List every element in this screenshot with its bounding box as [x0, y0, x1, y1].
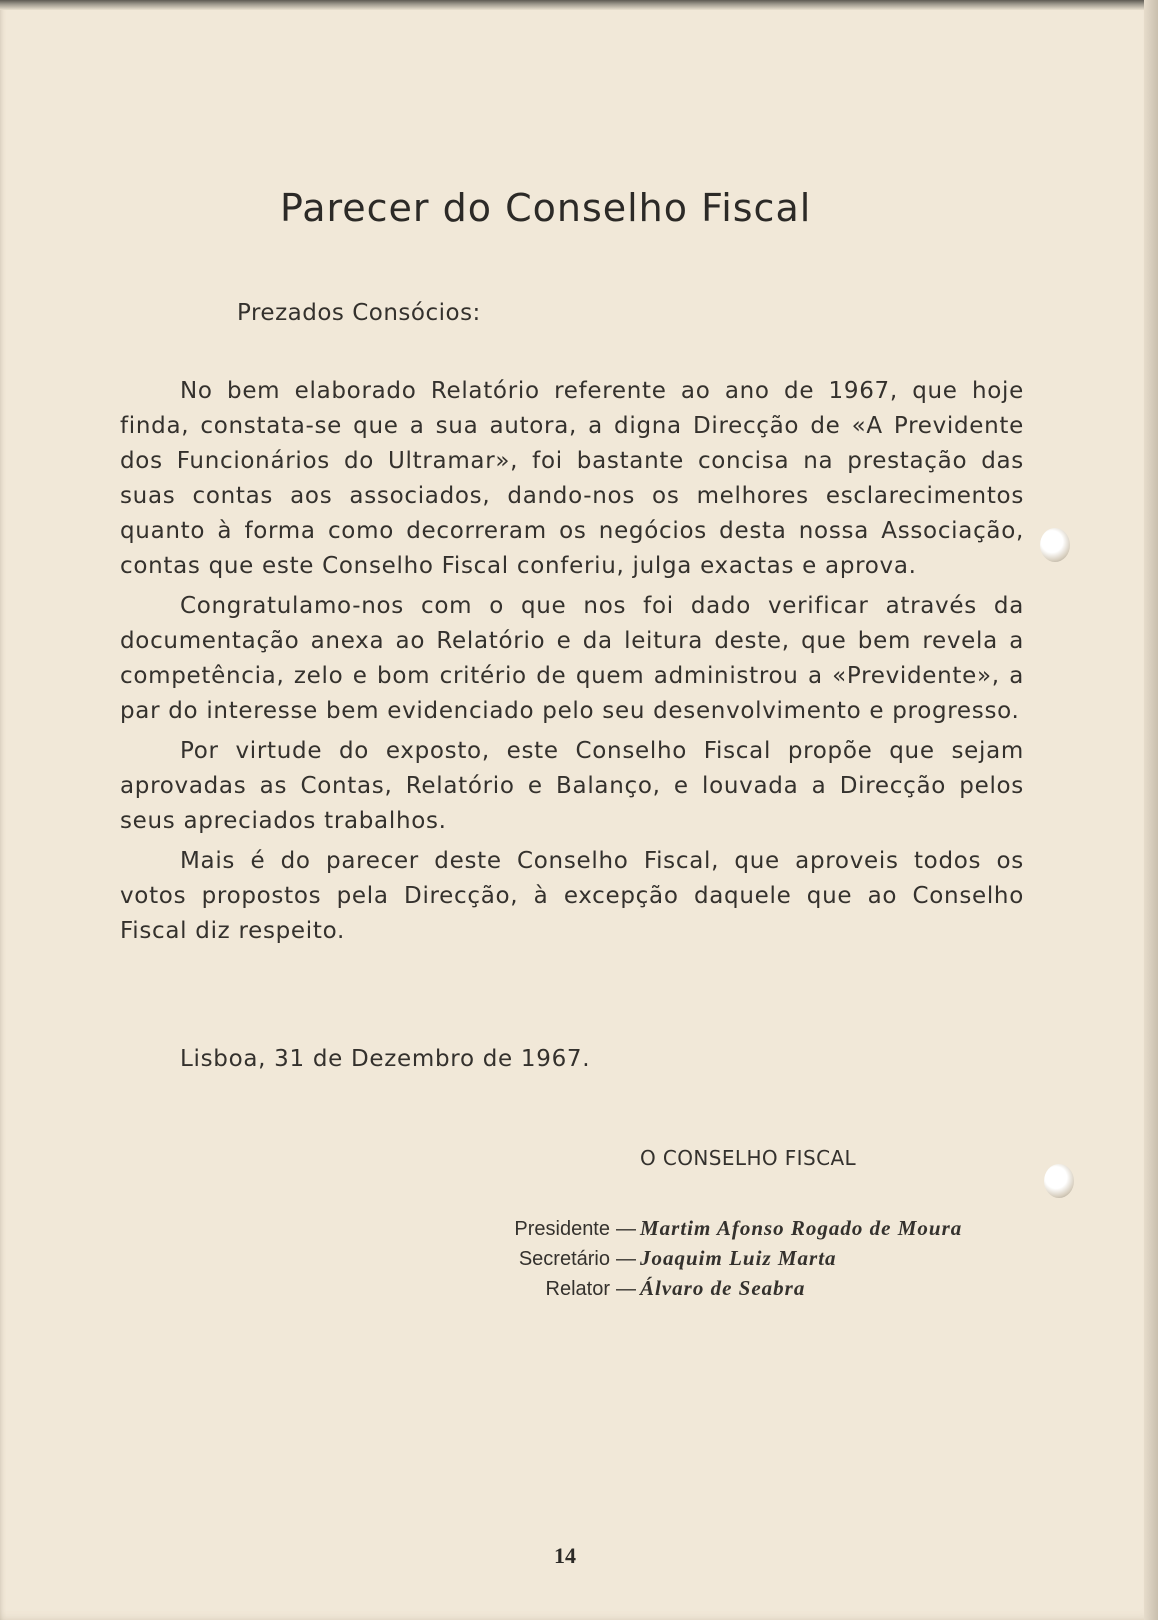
signatory-name: Joaquim Luiz Marta: [640, 1246, 837, 1270]
binding-hole-bottom: [1044, 1164, 1074, 1198]
body-text: [120, 374, 1024, 954]
date-line: Lisboa, 31 de Dezembro de 1967.: [180, 1046, 591, 1072]
signature-block: [400, 1216, 1040, 1306]
signatory-dash: —: [616, 1248, 636, 1270]
paragraph-1: No bem elaborado Relatório referente ao ano de 1967, que hoje finda, constata-se que a sua autora, a digna Direcção de «A Previdente dos Funcionários do Ultramar», foi bastante concisa na prestação das suas contas aos associados, dando-nos os melhores esclarecimentos quanto à forma como decorreram os negócios desta nossa Associação, contas que este Conselho Fiscal conferiu, julga exactas e aprova.: [120, 378, 1024, 579]
salutation: Prezados Consócios:: [237, 300, 481, 326]
signatory-dash: —: [616, 1218, 636, 1240]
signatory-role: Relator: [545, 1278, 610, 1300]
paragraph-4: Mais é do parecer deste Conselho Fiscal, que aproveis todos os votos propostos pela Direcção, à excepção daquele que ao Conselho Fiscal diz respeito.: [120, 848, 1024, 944]
paragraph-2: Congratulamo-nos com o que nos foi dado verificar através da documentação anexa ao Relatório e da leitura deste, que bem revela a competência, zelo e bom critério de quem administrou a «Previdente», a par do interesse bem evidenciado pelo seu desenvolvimento e progresso.: [120, 593, 1024, 724]
page-right-edge: [1144, 0, 1158, 1620]
council-heading: O CONSELHO FISCAL: [640, 1146, 857, 1170]
signatory-name: Martim Afonso Rogado de Moura: [640, 1216, 963, 1240]
binding-hole-top: [1040, 528, 1070, 562]
signature-row: [400, 1276, 1040, 1306]
signature-row: [400, 1246, 1040, 1276]
signatory-role: Secretário: [518, 1248, 610, 1270]
page-top-edge: [0, 0, 1158, 10]
signatory-role: Presidente: [514, 1218, 610, 1240]
signatory-name: Álvaro de Seabra: [640, 1276, 806, 1300]
page-title: Parecer do Conselho Fiscal: [280, 186, 812, 230]
paragraph-3: Por virtude do exposto, este Conselho Fiscal propõe que sejam aprovadas as Contas, Relatório e Balanço, e louvada a Direcção pelos seus apreciados trabalhos.: [120, 738, 1024, 834]
page-number: 14: [554, 1543, 576, 1568]
signature-row: [400, 1216, 1040, 1246]
signatory-dash: —: [616, 1278, 636, 1300]
